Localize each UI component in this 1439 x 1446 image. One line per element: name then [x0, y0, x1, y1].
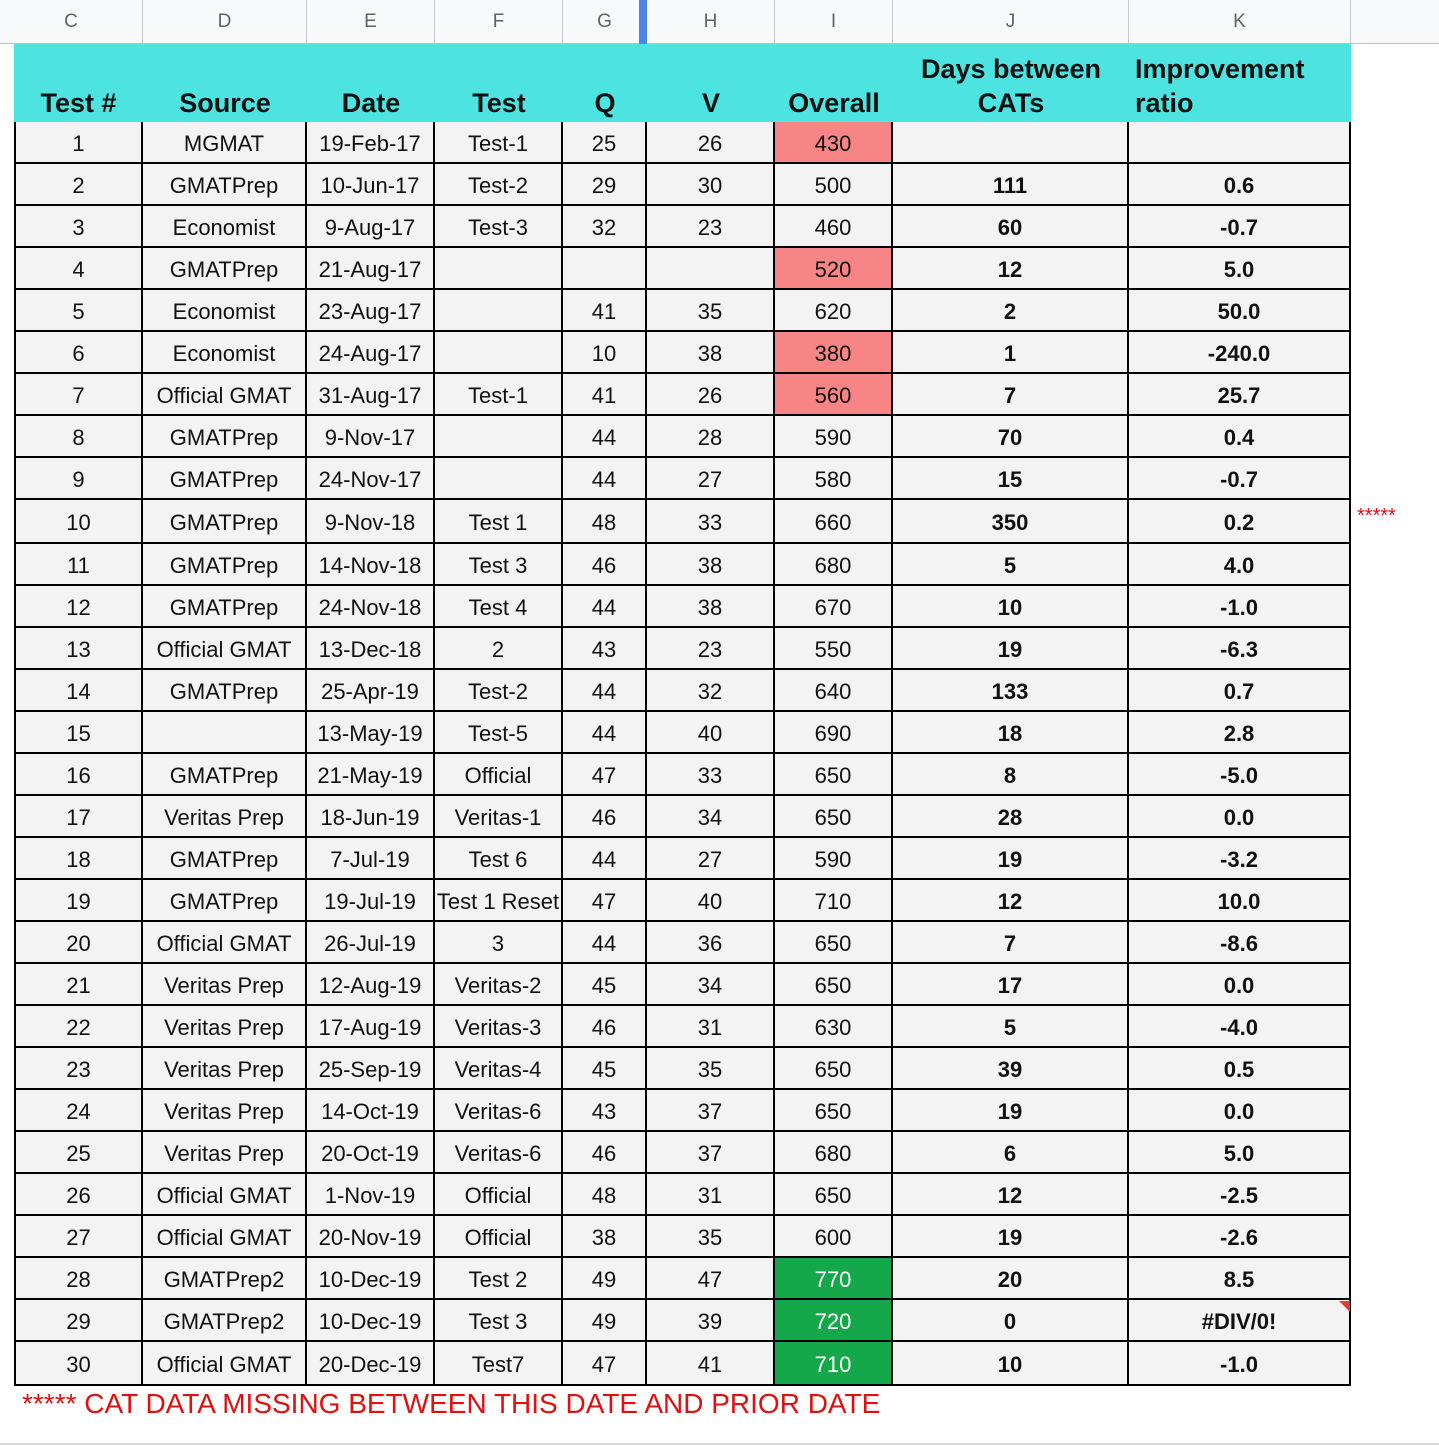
cell-date[interactable]: 21-May-19: [307, 754, 435, 796]
cell-overall-score[interactable]: 520: [775, 248, 893, 290]
cell-test[interactable]: Veritas-4: [435, 1048, 563, 1090]
cell-date[interactable]: 18-Jun-19: [307, 796, 435, 838]
cell-source[interactable]: GMATPrep: [143, 544, 307, 586]
cell-date[interactable]: 9-Nov-18: [307, 500, 435, 544]
cell-test[interactable]: 3: [435, 922, 563, 964]
cell-test[interactable]: Veritas-6: [435, 1132, 563, 1174]
cell-days-between[interactable]: 39: [893, 1048, 1129, 1090]
cell-v-score[interactable]: 31: [647, 1006, 775, 1048]
cell-q-score[interactable]: 32: [563, 206, 647, 248]
cell-improvement-ratio[interactable]: -6.3: [1129, 628, 1351, 670]
cell-overall-score[interactable]: 680: [775, 544, 893, 586]
cell-source[interactable]: Official GMAT: [143, 374, 307, 416]
cell-v-score[interactable]: 35: [647, 290, 775, 332]
cell-q-score[interactable]: 46: [563, 544, 647, 586]
cell-date[interactable]: 25-Sep-19: [307, 1048, 435, 1090]
cell-test[interactable]: Official: [435, 1174, 563, 1216]
cell-q-score[interactable]: [563, 248, 647, 290]
cell-v-score[interactable]: 47: [647, 1258, 775, 1300]
cell-test-number[interactable]: 29: [14, 1300, 143, 1342]
cell-q-score[interactable]: 45: [563, 964, 647, 1006]
missing-data-marker: *****: [1357, 505, 1396, 527]
cell-date[interactable]: 23-Aug-17: [307, 290, 435, 332]
cell-test[interactable]: Veritas-3: [435, 1006, 563, 1048]
cell-improvement-ratio[interactable]: 4.0: [1129, 544, 1351, 586]
cell-v-score[interactable]: 26: [647, 122, 775, 164]
cell-source[interactable]: GMATPrep2: [143, 1258, 307, 1300]
cell-source[interactable]: GMATPrep: [143, 838, 307, 880]
cell-v-score[interactable]: 23: [647, 206, 775, 248]
column-letter-F[interactable]: F: [435, 0, 563, 43]
cell-improvement-ratio[interactable]: -3.2: [1129, 838, 1351, 880]
cell-v-score[interactable]: 31: [647, 1174, 775, 1216]
cell-overall-score[interactable]: 460: [775, 206, 893, 248]
cell-improvement-ratio[interactable]: -0.7: [1129, 458, 1351, 500]
cell-v-score[interactable]: 38: [647, 332, 775, 374]
cell-q-score[interactable]: 44: [563, 458, 647, 500]
cell-date[interactable]: 1-Nov-19: [307, 1174, 435, 1216]
cell-v-score[interactable]: 38: [647, 544, 775, 586]
cell-date[interactable]: 13-May-19: [307, 712, 435, 754]
cell-v-score[interactable]: 40: [647, 880, 775, 922]
cell-test[interactable]: Test 1: [435, 500, 563, 544]
cell-q-score[interactable]: 41: [563, 374, 647, 416]
cell-test-number[interactable]: 3: [14, 206, 143, 248]
cell-source[interactable]: Veritas Prep: [143, 1048, 307, 1090]
cell-improvement-ratio[interactable]: 8.5: [1129, 1258, 1351, 1300]
cell-overall-score[interactable]: 560: [775, 374, 893, 416]
cell-v-score[interactable]: 41: [647, 1342, 775, 1386]
cell-days-between[interactable]: 10: [893, 1342, 1129, 1386]
cell-overall-score[interactable]: 650: [775, 796, 893, 838]
sheet-bottom-edge: [0, 1443, 1439, 1445]
header-test-number[interactable]: Test #: [14, 44, 143, 122]
cell-v-score[interactable]: 27: [647, 838, 775, 880]
cell-test[interactable]: Test 4: [435, 586, 563, 628]
cell-overall-score[interactable]: 650: [775, 754, 893, 796]
cell-date[interactable]: 31-Aug-17: [307, 374, 435, 416]
cell-improvement-ratio[interactable]: -240.0: [1129, 332, 1351, 374]
cell-v-score[interactable]: 30: [647, 164, 775, 206]
cell-v-score[interactable]: 33: [647, 500, 775, 544]
cell-overall-score[interactable]: 380: [775, 332, 893, 374]
cell-days-between[interactable]: 111: [893, 164, 1129, 206]
cell-test[interactable]: [435, 248, 563, 290]
header-source[interactable]: Source: [143, 44, 307, 122]
cell-improvement-ratio[interactable]: -2.6: [1129, 1216, 1351, 1258]
footnote: ***** CAT DATA MISSING BETWEEN THIS DATE AND PRIOR DATE: [22, 1388, 881, 1419]
cell-source[interactable]: GMATPrep: [143, 880, 307, 922]
cell-date[interactable]: 25-Apr-19: [307, 670, 435, 712]
cell-date[interactable]: 26-Jul-19: [307, 922, 435, 964]
cell-source[interactable]: GMATPrep: [143, 500, 307, 544]
cell-improvement-ratio[interactable]: 0.0: [1129, 1090, 1351, 1132]
cell-days-between[interactable]: 6: [893, 1132, 1129, 1174]
cell-test-number[interactable]: 13: [14, 628, 143, 670]
cell-overall-score[interactable]: 590: [775, 838, 893, 880]
cell-test-number[interactable]: 9: [14, 458, 143, 500]
cell-days-between[interactable]: 19: [893, 1216, 1129, 1258]
cell-days-between[interactable]: 18: [893, 712, 1129, 754]
cell-source[interactable]: GMATPrep: [143, 586, 307, 628]
cell-test-number[interactable]: 6: [14, 332, 143, 374]
cell-overall-score[interactable]: 680: [775, 1132, 893, 1174]
cell-test[interactable]: Test-3: [435, 206, 563, 248]
cell-days-between[interactable]: 5: [893, 1006, 1129, 1048]
header-improvement-ratio[interactable]: Improvement ratio: [1129, 44, 1351, 122]
cell-overall-score[interactable]: 660: [775, 500, 893, 544]
cell-test-number[interactable]: 18: [14, 838, 143, 880]
cell-source[interactable]: GMATPrep: [143, 248, 307, 290]
column-letter-K[interactable]: K: [1129, 0, 1351, 43]
cell-test[interactable]: Veritas-6: [435, 1090, 563, 1132]
column-letter-D[interactable]: D: [143, 0, 307, 43]
cell-test[interactable]: Test 6: [435, 838, 563, 880]
cell-improvement-ratio[interactable]: 0.5: [1129, 1048, 1351, 1090]
cell-date[interactable]: 10-Dec-19: [307, 1258, 435, 1300]
cell-source[interactable]: Economist: [143, 206, 307, 248]
cell-test[interactable]: Test-1: [435, 374, 563, 416]
cell-overall-score[interactable]: 550: [775, 628, 893, 670]
cell-q-score[interactable]: 48: [563, 500, 647, 544]
header-date[interactable]: Date: [307, 44, 435, 122]
column-letter-G[interactable]: G: [563, 0, 647, 43]
cell-days-between[interactable]: 17: [893, 964, 1129, 1006]
cell-test-number[interactable]: 21: [14, 964, 143, 1006]
cell-date[interactable]: 9-Nov-17: [307, 416, 435, 458]
cell-source[interactable]: [143, 712, 307, 754]
cell-test-number[interactable]: 24: [14, 1090, 143, 1132]
cell-source[interactable]: Economist: [143, 332, 307, 374]
cell-date[interactable]: 20-Nov-19: [307, 1216, 435, 1258]
cell-test-number[interactable]: 20: [14, 922, 143, 964]
cell-test[interactable]: Test 3: [435, 1300, 563, 1342]
cell-test-number[interactable]: 17: [14, 796, 143, 838]
cell-test[interactable]: Test 1 Reset: [435, 880, 563, 922]
cell-q-score[interactable]: 44: [563, 670, 647, 712]
cell-q-score[interactable]: 47: [563, 880, 647, 922]
cell-v-score[interactable]: 38: [647, 586, 775, 628]
column-letter-H[interactable]: H: [647, 0, 775, 43]
cell-overall-score[interactable]: 620: [775, 290, 893, 332]
cell-source[interactable]: Veritas Prep: [143, 1132, 307, 1174]
cell-v-score[interactable]: 35: [647, 1216, 775, 1258]
cell-date[interactable]: 20-Dec-19: [307, 1342, 435, 1386]
cell-overall-score[interactable]: 710: [775, 1342, 893, 1386]
cell-overall-score[interactable]: 670: [775, 586, 893, 628]
cell-q-score[interactable]: 49: [563, 1300, 647, 1342]
cell-q-score[interactable]: 44: [563, 416, 647, 458]
cell-days-between[interactable]: 15: [893, 458, 1129, 500]
cell-test-number[interactable]: 26: [14, 1174, 143, 1216]
cell-q-score[interactable]: 41: [563, 290, 647, 332]
cell-test[interactable]: Official: [435, 1216, 563, 1258]
cell-overall-score[interactable]: 710: [775, 880, 893, 922]
cell-test[interactable]: Test-1: [435, 122, 563, 164]
cell-q-score[interactable]: 43: [563, 628, 647, 670]
cell-overall-score[interactable]: 590: [775, 416, 893, 458]
cell-v-score[interactable]: 34: [647, 964, 775, 1006]
header-overall-score[interactable]: Overall: [775, 44, 893, 122]
cell-days-between[interactable]: 0: [893, 1300, 1129, 1342]
cell-source[interactable]: Official GMAT: [143, 922, 307, 964]
cell-overall-score[interactable]: 640: [775, 670, 893, 712]
cell-days-between[interactable]: 133: [893, 670, 1129, 712]
cell-test[interactable]: [435, 416, 563, 458]
cell-overall-score[interactable]: 690: [775, 712, 893, 754]
cell-improvement-ratio[interactable]: 50.0: [1129, 290, 1351, 332]
cell-test[interactable]: Veritas-2: [435, 964, 563, 1006]
header-test[interactable]: Test: [435, 44, 563, 122]
cell-q-score[interactable]: 38: [563, 1216, 647, 1258]
cell-test-number[interactable]: 12: [14, 586, 143, 628]
cell-days-between[interactable]: 7: [893, 374, 1129, 416]
cell-q-score[interactable]: 45: [563, 1048, 647, 1090]
cell-v-score[interactable]: 37: [647, 1132, 775, 1174]
cell-overall-score[interactable]: 720: [775, 1300, 893, 1342]
cell-comment-indicator-icon[interactable]: [1339, 1301, 1350, 1312]
cell-overall-score[interactable]: 650: [775, 964, 893, 1006]
cell-overall-score[interactable]: 650: [775, 1174, 893, 1216]
cell-days-between[interactable]: 12: [893, 248, 1129, 290]
cell-improvement-ratio[interactable]: -8.6: [1129, 922, 1351, 964]
cell-test[interactable]: [435, 290, 563, 332]
header-q-score[interactable]: Q: [563, 44, 647, 122]
cell-test-number[interactable]: 22: [14, 1006, 143, 1048]
cell-q-score[interactable]: 46: [563, 796, 647, 838]
cell-v-score[interactable]: 32: [647, 670, 775, 712]
cell-source[interactable]: GMATPrep: [143, 164, 307, 206]
cell-days-between[interactable]: 19: [893, 1090, 1129, 1132]
cell-v-score[interactable]: 36: [647, 922, 775, 964]
cell-v-score[interactable]: 37: [647, 1090, 775, 1132]
cell-q-score[interactable]: 29: [563, 164, 647, 206]
cell-test-number[interactable]: 4: [14, 248, 143, 290]
cell-test-number[interactable]: 10: [14, 500, 143, 544]
cell-v-score[interactable]: 34: [647, 796, 775, 838]
cell-source[interactable]: Veritas Prep: [143, 964, 307, 1006]
cell-test-number[interactable]: 1: [14, 122, 143, 164]
frozen-column-divider[interactable]: [639, 0, 647, 44]
cell-source[interactable]: GMATPrep: [143, 754, 307, 796]
cell-improvement-ratio[interactable]: -0.7: [1129, 206, 1351, 248]
cell-source[interactable]: Official GMAT: [143, 1216, 307, 1258]
cell-source[interactable]: Veritas Prep: [143, 796, 307, 838]
cell-days-between[interactable]: 12: [893, 880, 1129, 922]
column-letter-C[interactable]: C: [0, 0, 143, 43]
cell-days-between[interactable]: 19: [893, 838, 1129, 880]
cell-v-score[interactable]: 27: [647, 458, 775, 500]
cell-improvement-ratio[interactable]: -2.5: [1129, 1174, 1351, 1216]
cell-overall-score[interactable]: 630: [775, 1006, 893, 1048]
cell-date[interactable]: 14-Nov-18: [307, 544, 435, 586]
cell-days-between[interactable]: [893, 122, 1129, 164]
cell-improvement-ratio[interactable]: -4.0: [1129, 1006, 1351, 1048]
cell-days-between[interactable]: 350: [893, 500, 1129, 544]
cell-date[interactable]: 20-Oct-19: [307, 1132, 435, 1174]
cell-overall-score[interactable]: 770: [775, 1258, 893, 1300]
cell-days-between[interactable]: 60: [893, 206, 1129, 248]
cell-overall-score[interactable]: 650: [775, 922, 893, 964]
cell-source[interactable]: Veritas Prep: [143, 1090, 307, 1132]
cell-source[interactable]: Official GMAT: [143, 1342, 307, 1386]
cell-v-score[interactable]: 40: [647, 712, 775, 754]
cell-v-score[interactable]: 39: [647, 1300, 775, 1342]
cell-q-score[interactable]: 10: [563, 332, 647, 374]
cell-days-between[interactable]: 1: [893, 332, 1129, 374]
cell-test-number[interactable]: 30: [14, 1342, 143, 1386]
column-header-bar: [0, 0, 1439, 44]
cell-test-number[interactable]: 5: [14, 290, 143, 332]
cell-test[interactable]: Test7: [435, 1342, 563, 1386]
cell-q-score[interactable]: 46: [563, 1006, 647, 1048]
cell-improvement-ratio[interactable]: 0.0: [1129, 796, 1351, 838]
cell-days-between[interactable]: 70: [893, 416, 1129, 458]
cell-improvement-ratio[interactable]: -1.0: [1129, 586, 1351, 628]
cell-date[interactable]: 21-Aug-17: [307, 248, 435, 290]
cell-source[interactable]: GMATPrep2: [143, 1300, 307, 1342]
cell-test-number[interactable]: 7: [14, 374, 143, 416]
cell-test-number[interactable]: 15: [14, 712, 143, 754]
cell-v-score[interactable]: 35: [647, 1048, 775, 1090]
cell-test[interactable]: Official: [435, 754, 563, 796]
cell-test-number[interactable]: 25: [14, 1132, 143, 1174]
cell-date[interactable]: 24-Nov-18: [307, 586, 435, 628]
cell-source[interactable]: GMATPrep: [143, 416, 307, 458]
cell-source[interactable]: GMATPrep: [143, 670, 307, 712]
cell-q-score[interactable]: 43: [563, 1090, 647, 1132]
cell-date[interactable]: 19-Jul-19: [307, 880, 435, 922]
cell-v-score[interactable]: 23: [647, 628, 775, 670]
column-letter-I[interactable]: I: [775, 0, 893, 43]
cell-overall-score[interactable]: 430: [775, 122, 893, 164]
cell-days-between[interactable]: 28: [893, 796, 1129, 838]
cell-q-score[interactable]: 48: [563, 1174, 647, 1216]
cell-test[interactable]: 2: [435, 628, 563, 670]
cell-date[interactable]: 24-Aug-17: [307, 332, 435, 374]
column-letter-J[interactable]: J: [893, 0, 1129, 43]
cell-test-number[interactable]: 28: [14, 1258, 143, 1300]
cell-improvement-ratio[interactable]: 0.7: [1129, 670, 1351, 712]
cell-overall-score[interactable]: 650: [775, 1048, 893, 1090]
cell-test-number[interactable]: 23: [14, 1048, 143, 1090]
cell-days-between[interactable]: 12: [893, 1174, 1129, 1216]
cell-v-score[interactable]: 33: [647, 754, 775, 796]
cell-q-score[interactable]: 47: [563, 754, 647, 796]
header-days-between[interactable]: Days between CATs: [893, 44, 1129, 122]
cell-test[interactable]: Test-2: [435, 670, 563, 712]
cell-q-score[interactable]: 49: [563, 1258, 647, 1300]
cell-v-score[interactable]: [647, 248, 775, 290]
cell-improvement-ratio[interactable]: 0.0: [1129, 964, 1351, 1006]
cell-days-between[interactable]: 5: [893, 544, 1129, 586]
cell-source[interactable]: MGMAT: [143, 122, 307, 164]
cell-improvement-ratio[interactable]: 5.0: [1129, 1132, 1351, 1174]
column-letter-E[interactable]: E: [307, 0, 435, 43]
cell-improvement-ratio[interactable]: 0.2: [1129, 500, 1351, 544]
cell-source[interactable]: Veritas Prep: [143, 1006, 307, 1048]
cell-date[interactable]: 12-Aug-19: [307, 964, 435, 1006]
cell-test[interactable]: Test-5: [435, 712, 563, 754]
cell-test[interactable]: Test-2: [435, 164, 563, 206]
cell-days-between[interactable]: 7: [893, 922, 1129, 964]
cell-test[interactable]: [435, 332, 563, 374]
cell-source[interactable]: Official GMAT: [143, 1174, 307, 1216]
cell-days-between[interactable]: 19: [893, 628, 1129, 670]
cell-q-score[interactable]: 46: [563, 1132, 647, 1174]
cell-test-number[interactable]: 27: [14, 1216, 143, 1258]
cell-days-between[interactable]: 2: [893, 290, 1129, 332]
cell-test[interactable]: Test 3: [435, 544, 563, 586]
cell-q-score[interactable]: 25: [563, 122, 647, 164]
cell-test-number[interactable]: 11: [14, 544, 143, 586]
cell-q-score[interactable]: 44: [563, 838, 647, 880]
cell-improvement-ratio[interactable]: 5.0: [1129, 248, 1351, 290]
cell-date[interactable]: 9-Aug-17: [307, 206, 435, 248]
cell-improvement-ratio[interactable]: [1129, 122, 1351, 164]
cell-overall-score[interactable]: 580: [775, 458, 893, 500]
cell-source[interactable]: Official GMAT: [143, 628, 307, 670]
cell-date[interactable]: 10-Jun-17: [307, 164, 435, 206]
cell-days-between[interactable]: 20: [893, 1258, 1129, 1300]
cell-test[interactable]: Test 2: [435, 1258, 563, 1300]
cell-test-number[interactable]: 16: [14, 754, 143, 796]
cell-days-between[interactable]: 10: [893, 586, 1129, 628]
cell-q-score[interactable]: 44: [563, 712, 647, 754]
cell-q-score[interactable]: 47: [563, 1342, 647, 1386]
cell-improvement-ratio[interactable]: -1.0: [1129, 1342, 1351, 1386]
cell-q-score[interactable]: 44: [563, 586, 647, 628]
cell-test-number[interactable]: 2: [14, 164, 143, 206]
cell-test[interactable]: Veritas-1: [435, 796, 563, 838]
cell-test[interactable]: [435, 458, 563, 500]
cell-source[interactable]: Economist: [143, 290, 307, 332]
cell-date[interactable]: 17-Aug-19: [307, 1006, 435, 1048]
cell-improvement-ratio[interactable]: 25.7: [1129, 374, 1351, 416]
cell-test-number[interactable]: 8: [14, 416, 143, 458]
cell-date[interactable]: 10-Dec-19: [307, 1300, 435, 1342]
cell-improvement-ratio[interactable]: 0.4: [1129, 416, 1351, 458]
header-v-score[interactable]: V: [647, 44, 775, 122]
cell-days-between[interactable]: 8: [893, 754, 1129, 796]
cell-improvement-ratio[interactable]: #DIV/0!: [1129, 1300, 1351, 1342]
cell-q-score[interactable]: 44: [563, 922, 647, 964]
cell-improvement-ratio[interactable]: 2.8: [1129, 712, 1351, 754]
cell-test-number[interactable]: 14: [14, 670, 143, 712]
cell-source[interactable]: GMATPrep: [143, 458, 307, 500]
cell-overall-score[interactable]: 600: [775, 1216, 893, 1258]
cell-date[interactable]: 14-Oct-19: [307, 1090, 435, 1132]
cell-v-score[interactable]: 28: [647, 416, 775, 458]
cell-date[interactable]: 7-Jul-19: [307, 838, 435, 880]
cell-date[interactable]: 13-Dec-18: [307, 628, 435, 670]
cell-v-score[interactable]: 26: [647, 374, 775, 416]
cell-overall-score[interactable]: 500: [775, 164, 893, 206]
cell-improvement-ratio[interactable]: 0.6: [1129, 164, 1351, 206]
cell-overall-score[interactable]: 650: [775, 1090, 893, 1132]
cell-date[interactable]: 19-Feb-17: [307, 122, 435, 164]
cell-test-number[interactable]: 19: [14, 880, 143, 922]
cell-improvement-ratio[interactable]: 10.0: [1129, 880, 1351, 922]
cell-date[interactable]: 24-Nov-17: [307, 458, 435, 500]
cell-improvement-ratio[interactable]: -5.0: [1129, 754, 1351, 796]
